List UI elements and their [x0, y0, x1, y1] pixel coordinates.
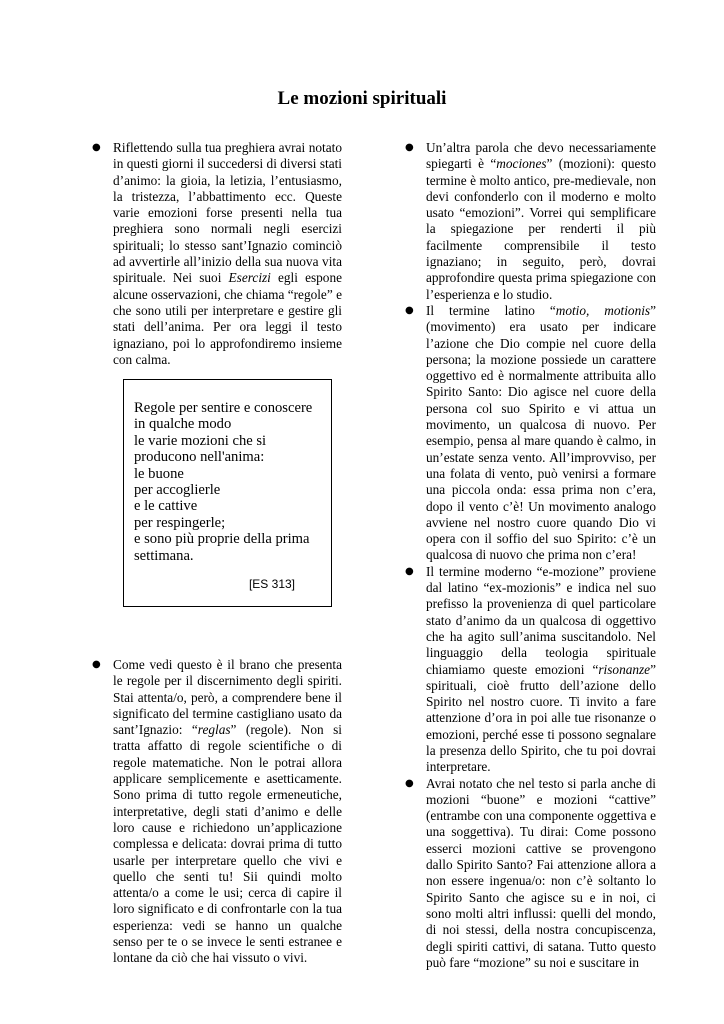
text-run: Il termine moderno “e-mozione” proviene dal latino “ex-mozionis” e indica nel suo prefisso la provenienza di quel particolare stato d’animo da un qualcosa di oggettivo che ha agito sull’anima suscitandolo. Nel linguaggio della teologia spirituale chiamiamo queste emozioni “	[426, 563, 656, 677]
quote-line: per respingerle;	[134, 514, 226, 531]
left-column	[92, 140, 342, 368]
text-run: ” (mozioni): questo termine è molto antico, pre-medievale, non devi confonderlo con il moderno e molto usato “emozioni”. Vorrei qui semplificare la spiegazione per renderti il più facilmente comprensibile il testo ignaziano; in seguito, però, dovrai approfondire questa prima spiegazione con l’esperienza e lo studio.	[426, 156, 656, 302]
italic-term: reglas	[197, 722, 231, 738]
quote-line: producono nell'anima:	[134, 449, 265, 466]
bullet-icon: ●	[92, 142, 101, 153]
list-item	[405, 303, 656, 564]
paragraph-text	[426, 303, 656, 562]
list-item	[92, 657, 342, 967]
list-item	[405, 776, 656, 972]
italic-term: Esercizi	[228, 270, 271, 286]
list-item	[405, 564, 656, 776]
quote-line: le buone	[134, 465, 184, 482]
italic-term: risonanze	[598, 661, 651, 677]
paragraph-text	[113, 657, 342, 965]
paragraph-text	[113, 140, 342, 367]
quote-line: e le cattive	[134, 498, 198, 515]
paragraph-text	[426, 564, 656, 775]
bullet-icon: ●	[405, 142, 414, 153]
list-item	[92, 140, 342, 368]
quote-line: per accoglierle	[134, 482, 221, 499]
text-run: ” (movimento) era usato per indicare l’azione che Dio compie nel cuore della persona; la mozione possiede un carattere oggettivo ed è normalmente attribuita allo Spirito Santo: Dio agisce nel cuore della persona col suo Spirito e vi attua un movimento, un qualcosa di nuovo. Per esempio, pensa al mare quando è calmo, in un’estate senza vento. All’improvviso, per una folata di vento, può venirsi a formare una piccola onda: essa prima non c’era, dopo il vento c’è! Un movimento analogo avviene nel nostro cuore quando Dio vi opera con il soffio del suo Spirito: c’è un qualcosa di nuovo che prima non c’era!	[426, 302, 656, 563]
text-run: egli espone alcune osservazioni, che chiama “regole” e che sono utili per interpretare e gestire gli stati dell’anima. Per ora leggi il testo ignaziano, poi lo approfondiremo insieme con calma.	[113, 270, 342, 367]
text-run: Il termine latino “	[426, 302, 556, 318]
bullet-icon: ●	[92, 659, 101, 670]
quote-line: in qualche modo	[134, 416, 232, 433]
quote-line: le varie mozioni che si	[134, 432, 267, 449]
paragraph-text	[426, 140, 656, 302]
quote-box	[123, 379, 332, 607]
bullet-icon: ●	[405, 304, 414, 316]
quote-reference: [ES 313]	[248, 577, 295, 591]
page-title: Le mozioni spirituali	[277, 88, 447, 109]
text-run: Riflettendo sulla tua preghiera avrai notato in questi giorni il succedersi di diversi stati d’animo: la gioia, la letizia, l’entusiasmo, la tristezza, l’abbattimento ecc. Queste varie emozioni forse presenti nella tua preghiera sono normali negli esercizi spirituali; lo stesso sant’Ignazio cominciò ad avvertirle all’inizio della sua nuova vita spirituale. Nei suoi	[113, 140, 342, 286]
italic-term: motio, motionis	[555, 302, 651, 318]
right-column	[405, 140, 656, 971]
italic-term: mociones	[496, 156, 547, 172]
quote-line: settimana.	[134, 547, 194, 564]
bullet-icon: ●	[405, 777, 414, 789]
quote-line: e sono più proprie della prima	[134, 531, 310, 548]
text-run: Avrai notato che nel testo si parla anche di mozioni “buone” e mozioni “cattive” (entrambe con una componente oggettiva e una soggettiva). Tu dirai: Come possono esserci mozioni cattive se provengono dallo Spirito Santo? Fai attenzione allora a non essere ingenua/o: non c’è soltanto lo Spirito Santo che agisce su e in noi, ci sono molti altri influssi: quelli del mondo, di noi stessi, della nostra concupiscenza, degli spiriti cattivi, di satana. Tutto questo può fare “mozione” su noi e suscitare in	[426, 775, 656, 970]
list-item	[405, 140, 656, 303]
text-run: ” spirituali, cioè frutto dell’azione dello Spirito nel nostro cuore. Ti invito a fare attenzione d’ora in poi alle tue risonanze o emozioni, perché esse ti possono segnalare la presenza dello Spirito, che tu poi dovrai interpretare.	[426, 661, 656, 775]
left-column-lower	[92, 657, 342, 967]
paragraph-text	[426, 776, 656, 970]
quote-lines	[134, 400, 321, 564]
text-run: ” (regole). Non si tratta affatto di regole scientifiche o di regole matematiche. Non le potrai allora applicare semplicemente e asetticamente. Sono prima di tutto regole ermeneutiche, interpretative, degli stati d’animo e delle loro cause e richiedono un’applicazione complessa e delicata: dovrai prima di tutto usarle per interpretare quello che vivi e quello che senti tu! Sii quindi molto attenta/o a come le usi; cerca di capire il loro significato e di confrontarle con la tua esperienza: vedi se hanno un qualche senso per te o se invece le senti estranee e lontane da ciò che hai vissuto o vivi.	[113, 722, 342, 966]
text-run: Come vedi questo è il brano che presenta le regole per il discernimento degli spiriti. Stai attenta/o, però, a comprendere bene il significato del termine castigliano usato da sant’Ignazio: “	[113, 657, 342, 738]
bullet-icon: ●	[405, 565, 414, 577]
quote-line: Regole per sentire e conoscere	[134, 400, 313, 416]
text-run: Un’altra parola che devo necessariamente spiegarti è “	[426, 140, 656, 172]
